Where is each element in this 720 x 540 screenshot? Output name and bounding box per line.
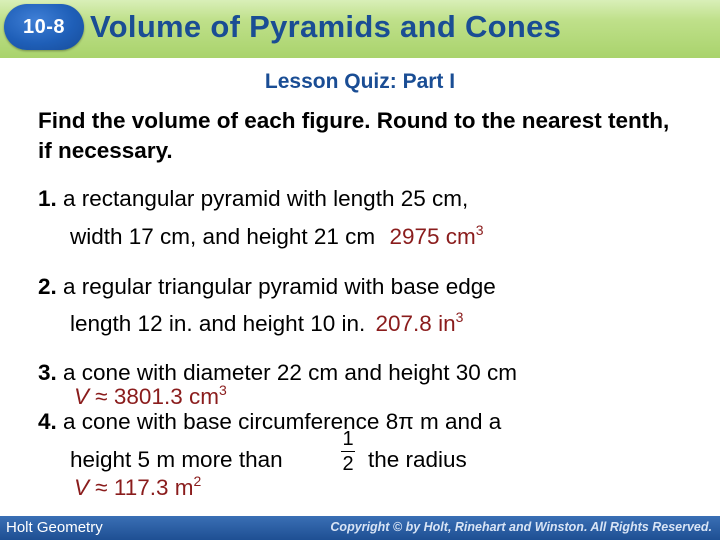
question-3-answer-exponent: 3 <box>218 382 227 398</box>
question-1-line-1 <box>38 186 468 212</box>
question-2-answer <box>376 311 464 336</box>
fraction-numerator: 1 <box>342 428 354 450</box>
question-2-number: 2. <box>38 274 57 299</box>
question-4-number: 4. <box>38 409 57 434</box>
question-3-line-1 <box>38 360 517 386</box>
question-4-answer-variable: V <box>74 475 90 500</box>
footer-course-name: Holt Geometry <box>6 519 103 536</box>
question-4-answer <box>74 475 201 501</box>
question-1-answer-value: 2975 cm <box>389 224 476 249</box>
question-2-text: a regular triangular pyramid with base edge <box>63 274 496 299</box>
question-2-text-2: length 12 in. and height 10 in. <box>70 311 366 336</box>
question-1-number: 1. <box>38 186 57 211</box>
header-bar <box>0 0 720 58</box>
question-1-text-2: width 17 cm, and height 21 cm <box>70 224 376 249</box>
question-2-answer-value: 207.8 in <box>375 311 456 336</box>
question-2-line-1 <box>38 274 496 300</box>
question-2-line-2 <box>70 311 463 337</box>
question-3-number: 3. <box>38 360 57 385</box>
question-1-text: a rectangular pyramid with length 25 cm, <box>63 186 469 211</box>
question-3-approx-symbol: ≈ <box>95 384 108 409</box>
question-3-text: a cone with diameter 22 cm and height 30 cm <box>63 360 518 385</box>
question-4-approx-symbol: ≈ <box>95 475 108 500</box>
question-4-answer-value: 117.3 m <box>113 475 194 500</box>
question-1-answer-exponent: 3 <box>475 222 484 238</box>
question-3-answer <box>74 384 227 410</box>
footer-bar <box>0 516 720 540</box>
question-4-line-1 <box>38 409 501 435</box>
question-4-line-2-after: the radius <box>368 447 467 472</box>
fraction-denominator: 2 <box>342 453 354 475</box>
question-3-answer-variable: V <box>74 384 90 409</box>
question-3-answer-value: 3801.3 cm <box>113 384 219 409</box>
footer-copyright: Copyright © by Holt, Rinehart and Winston. All Rights Reserved. <box>330 520 712 534</box>
question-4-line-2-before: height 5 m more than <box>70 447 283 472</box>
lesson-number: 10-8 <box>22 16 66 38</box>
fraction-bar <box>341 451 355 452</box>
page-title: Volume of Pyramids and Cones <box>90 9 562 44</box>
question-4-text: a cone with base circumference 8π m and a <box>63 409 502 434</box>
question-1-line-2 <box>70 224 484 250</box>
quiz-subtitle: Lesson Quiz: Part I <box>264 70 456 93</box>
one-half-fraction <box>341 428 355 475</box>
question-2-answer-exponent: 3 <box>455 309 464 325</box>
lesson-badge <box>4 4 84 50</box>
quiz-instructions: Find the volume of each figure. Round to the nearest tenth, if necessary. <box>38 108 670 163</box>
question-4-answer-exponent: 2 <box>193 473 202 489</box>
question-1-answer <box>389 224 483 249</box>
